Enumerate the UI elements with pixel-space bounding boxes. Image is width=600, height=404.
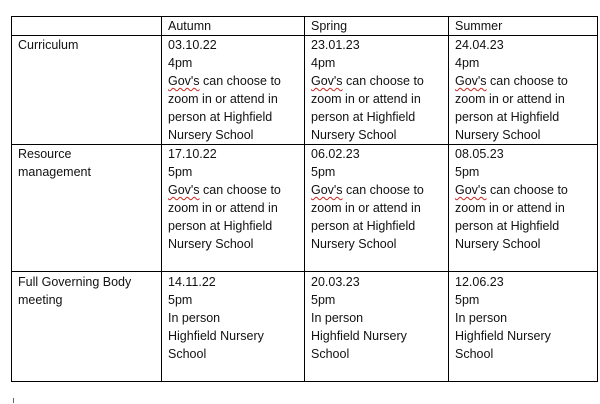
spell-flag: Gov's (455, 183, 487, 197)
spell-flag: Gov's (311, 74, 343, 88)
meeting-time: 5pm (168, 293, 193, 307)
table-border-left (11, 16, 12, 382)
meeting-date: 12.06.23 (455, 275, 504, 289)
cell-fgb-autumn: 14.11.22 5pm In person Highfield Nursery School (168, 275, 264, 361)
meeting-date: 03.10.22 (168, 38, 217, 52)
cell-fgb-summer: 12.06.23 5pm In person Highfield Nursery School (455, 275, 551, 361)
spell-flag: Gov's (311, 183, 343, 197)
text-cursor[interactable] (13, 398, 14, 403)
meeting-date: 20.03.23 (311, 275, 360, 289)
spell-flag: Gov's (168, 183, 200, 197)
meeting-date: 14.11.22 (168, 275, 216, 289)
cell-curriculum-summer: 24.04.23 4pm Gov's can choose to zoom in or attend in person at Highfield Nursery School (455, 38, 568, 142)
table-col-divider-2 (304, 16, 305, 382)
meeting-time: 5pm (455, 293, 480, 307)
cell-curriculum-spring: 23.01.23 4pm Gov's can choose to zoom in or attend in person at Highfield Nursery School (311, 38, 424, 142)
meeting-date: 06.02.23 (311, 147, 360, 161)
header-summer: Summer (455, 19, 503, 33)
meeting-date: 23.01.23 (311, 38, 360, 52)
spell-flag: Gov's (455, 74, 487, 88)
cell-curriculum-autumn: 03.10.22 4pm Gov's can choose to zoom in or attend in person at Highfield Nursery School (168, 38, 281, 142)
meeting-time: 4pm (311, 56, 336, 70)
header-spring: Spring (311, 19, 348, 33)
cell-resource-autumn: 17.10.22 5pm Gov's can choose to zoom in or attend in person at Highfield Nursery School (168, 147, 281, 251)
meeting-date: 17.10.22 (168, 147, 217, 161)
row-label-full-governing-body: Full Governing Body meeting (18, 275, 132, 307)
meeting-time: 5pm (455, 165, 480, 179)
row-label-curriculum: Curriculum (18, 38, 79, 52)
cell-resource-summer: 08.05.23 5pm Gov's can choose to zoom in or attend in person at Highfield Nursery School (455, 147, 568, 251)
table-col-divider-3 (448, 16, 449, 382)
cell-fgb-spring: 20.03.23 5pm In person Highfield Nursery School (311, 275, 407, 361)
table-col-divider-1 (161, 16, 162, 382)
meeting-date: 24.04.23 (455, 38, 504, 52)
row-label-resource-management: Resource management (18, 147, 91, 179)
spell-flag: Gov's (168, 74, 200, 88)
meeting-date: 08.05.23 (455, 147, 504, 161)
meeting-time: 4pm (168, 56, 193, 70)
table-border-right (597, 16, 598, 382)
header-autumn: Autumn (168, 19, 212, 33)
meeting-time: 5pm (168, 165, 193, 179)
meeting-time: 5pm (311, 293, 336, 307)
meeting-time: 4pm (455, 56, 480, 70)
meeting-time: 5pm (311, 165, 336, 179)
cell-resource-spring: 06.02.23 5pm Gov's can choose to zoom in or attend in person at Highfield Nursery School (311, 147, 424, 251)
